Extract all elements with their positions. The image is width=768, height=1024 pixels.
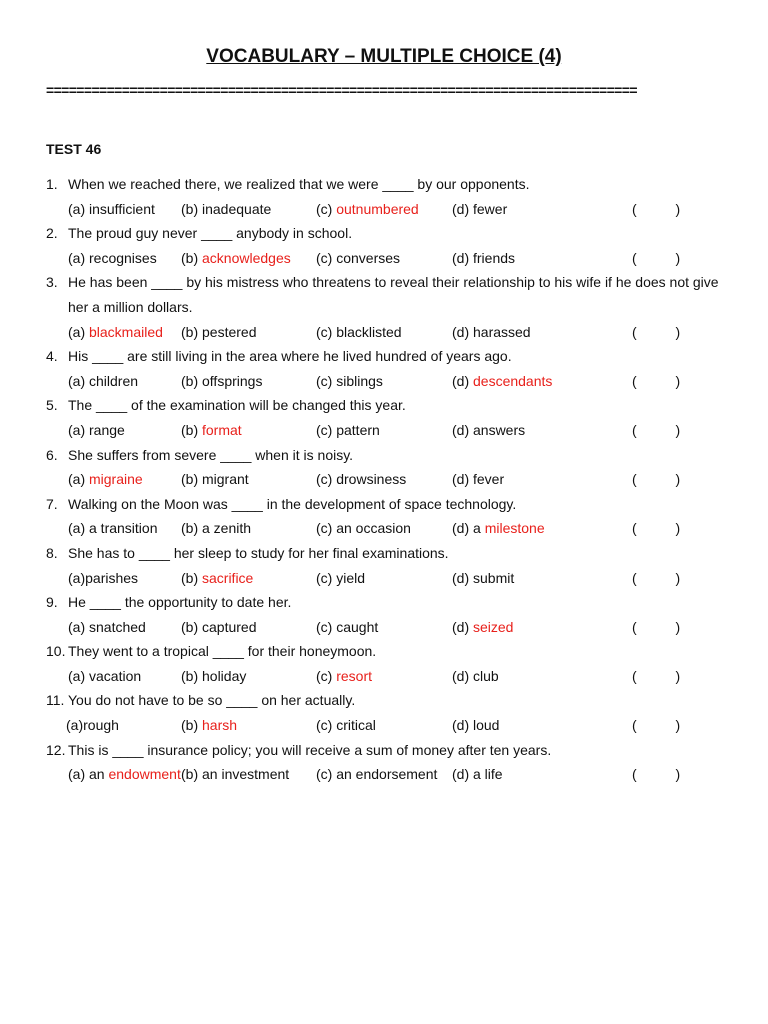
option-word: fever: [473, 471, 505, 488]
question-text-line: [0, 688, 768, 713]
question-text-continued: her a million dollars.: [68, 298, 193, 315]
correct-answer-word: migraine: [89, 471, 143, 488]
option-word: holiday: [202, 667, 247, 684]
page-title: VOCABULARY – MULTIPLE CHOICE (4): [206, 46, 562, 67]
correct-answer-word: harsh: [202, 717, 238, 734]
question-text: They went to a tropical ____ for their honeymoon.: [68, 643, 377, 660]
question-text-line: [0, 172, 768, 197]
option-label: (a): [68, 618, 89, 635]
option-label: (c): [316, 372, 337, 389]
option-word: migrant: [202, 471, 249, 488]
option-label: (d): [452, 667, 473, 684]
option-word: drowsiness: [336, 471, 407, 488]
question-number: 3.: [46, 274, 58, 291]
option-d: [452, 762, 503, 787]
option-word: a transition: [89, 520, 158, 537]
option-b: [181, 418, 242, 443]
correct-answer-word: descendants: [473, 372, 553, 389]
option-label: (d): [452, 569, 473, 586]
option-a: [68, 762, 181, 787]
option-a: [68, 516, 157, 541]
option-label: (c): [316, 200, 337, 217]
option-label: (b): [181, 667, 202, 684]
option-label: (d): [452, 471, 473, 488]
option-word: yield: [336, 569, 366, 586]
option-c: [316, 615, 378, 640]
answer-options: [0, 418, 768, 443]
option-label: (c): [316, 667, 337, 684]
option-label: (c): [316, 421, 337, 438]
option-label: (a): [68, 249, 89, 266]
option-word: rough: [83, 717, 119, 734]
option-word: a life: [473, 766, 503, 783]
option-d: [452, 320, 531, 345]
option-word: critical: [336, 717, 376, 734]
option-b: [181, 320, 256, 345]
answer-blank-parentheses: ( ): [632, 372, 681, 389]
option-c: [316, 467, 406, 492]
question-text-line: [0, 221, 768, 246]
answer-options: [0, 320, 768, 345]
correct-answer-word: endowment: [108, 766, 181, 783]
question-item: [0, 393, 768, 442]
option-word: insufficient: [89, 200, 155, 217]
answer-options: [0, 615, 768, 640]
option-label: (d): [452, 717, 473, 734]
question-number: 4.: [46, 348, 58, 365]
answer-blank-parentheses: ( ): [632, 421, 681, 438]
option-word: an occasion: [336, 520, 411, 537]
correct-answer-word: acknowledges: [202, 249, 291, 266]
option-word: an investment: [202, 766, 290, 783]
option-c: [316, 664, 372, 689]
answer-options: [0, 664, 768, 689]
option-d: [452, 615, 513, 640]
option-label: (d): [452, 249, 473, 266]
question-text-line: [0, 590, 768, 615]
option-label: (a) an: [68, 766, 109, 783]
answer-options: [0, 516, 768, 541]
answer-blank-parentheses: ( ): [632, 569, 681, 586]
option-label: (d): [452, 766, 473, 783]
option-label: (d): [452, 372, 473, 389]
answer-options: [0, 713, 768, 738]
option-c: [316, 418, 380, 443]
option-label: (b): [181, 200, 202, 217]
option-word: answers: [473, 421, 526, 438]
option-b: [181, 664, 246, 689]
answer-blank-parentheses: ( ): [632, 200, 681, 217]
option-b: [181, 713, 237, 738]
option-label: (b): [181, 323, 202, 340]
option-label: (b): [181, 372, 202, 389]
option-label: (a): [68, 200, 89, 217]
question-text: The proud guy never ____ anybody in school.: [68, 225, 353, 242]
question-text-line: [0, 344, 768, 369]
answer-options: [0, 467, 768, 492]
option-a: [68, 566, 138, 591]
question-item: [0, 221, 768, 270]
answer-blank-parentheses: ( ): [632, 766, 681, 783]
question-number: 5.: [46, 397, 58, 414]
question-number: 7.: [46, 495, 58, 512]
option-b: [181, 467, 249, 492]
option-a: [68, 467, 143, 492]
option-label: (d): [452, 200, 473, 217]
question-text-line: [0, 639, 768, 664]
question-item: [0, 443, 768, 492]
question-item: [0, 590, 768, 639]
option-a: [68, 246, 157, 271]
question-number: 1.: [46, 176, 58, 192]
option-c: [316, 369, 383, 394]
option-label: (a): [68, 667, 89, 684]
answer-blank-parentheses: ( ): [632, 471, 681, 488]
option-label: (c): [316, 569, 337, 586]
option-b: [181, 762, 289, 787]
option-label: (a): [66, 717, 84, 734]
question-text-line: [0, 393, 768, 418]
option-label: (a): [68, 569, 86, 586]
question-text-line: [0, 541, 768, 566]
option-word: siblings: [336, 372, 383, 389]
option-c: [316, 197, 419, 222]
answer-blank-parentheses: ( ): [632, 323, 681, 340]
question-number: 6.: [46, 446, 58, 463]
option-word: fewer: [473, 200, 508, 217]
option-word: captured: [202, 618, 257, 635]
separator-line: ==============================================================================: [46, 82, 637, 98]
option-label: (b): [181, 766, 202, 783]
question-number: 8.: [46, 544, 58, 561]
option-a: [68, 615, 146, 640]
option-b: [181, 246, 291, 271]
question-item: [0, 738, 768, 787]
option-label: (c): [316, 323, 337, 340]
option-c: [316, 320, 402, 345]
answer-blank-parentheses: ( ): [632, 618, 681, 635]
option-c: [316, 246, 400, 271]
question-number: 12.: [46, 741, 66, 758]
correct-answer-word: sacrifice: [202, 569, 254, 586]
correct-answer-word: resort: [336, 667, 373, 684]
option-b: [181, 516, 251, 541]
option-word: vacation: [89, 667, 142, 684]
option-d: [452, 369, 552, 394]
option-d: [452, 566, 514, 591]
option-label: (a): [68, 520, 89, 537]
question-text-line: [0, 492, 768, 517]
question-text: This is ____ insurance policy; you will receive a sum of money after ten years.: [68, 741, 552, 758]
option-label: (d): [452, 323, 473, 340]
option-word: pattern: [336, 421, 380, 438]
correct-answer-word: milestone: [484, 520, 545, 537]
option-label: (d): [452, 421, 473, 438]
test-label: TEST 46: [46, 141, 102, 157]
question-item: [0, 688, 768, 737]
option-d: [452, 664, 499, 689]
option-word: club: [473, 667, 499, 684]
correct-answer-word: format: [202, 421, 242, 438]
option-word: snatched: [89, 618, 146, 635]
option-c: [316, 713, 376, 738]
option-word: children: [89, 372, 139, 389]
option-d: [452, 516, 545, 541]
question-text: He ____ the opportunity to date her.: [68, 594, 292, 611]
option-word: caught: [336, 618, 379, 635]
option-label: (c): [316, 471, 337, 488]
answer-options: [0, 566, 768, 591]
question-list: [0, 172, 768, 787]
option-word: inadequate: [202, 200, 272, 217]
question-item: [0, 270, 768, 344]
question-text: He has been ____ by his mistress who threatens to reveal their relationship to his wife if he does not give: [68, 274, 719, 291]
correct-answer-word: blackmailed: [89, 323, 163, 340]
option-label: (c): [316, 618, 337, 635]
option-label: (b): [181, 520, 202, 537]
answer-options: [0, 246, 768, 271]
correct-answer-word: outnumbered: [336, 200, 419, 217]
option-b: [181, 566, 253, 591]
option-word: converses: [336, 249, 401, 266]
question-text: His ____ are still living in the area where he lived hundred of years ago.: [68, 348, 512, 365]
option-label: (b): [181, 421, 202, 438]
correct-answer-word: seized: [473, 618, 514, 635]
option-label: (c): [316, 766, 337, 783]
question-item: [0, 172, 768, 221]
option-c: [316, 762, 437, 787]
question-item: [0, 639, 768, 688]
option-label: (c): [316, 520, 337, 537]
option-word: offsprings: [202, 372, 263, 389]
option-label: (a): [68, 471, 89, 488]
option-d: [452, 246, 515, 271]
option-label: (b): [181, 471, 202, 488]
option-label: (d): [452, 618, 473, 635]
answer-blank-parentheses: ( ): [632, 667, 681, 684]
question-text: When we reached there, we realized that we were ____ by our opponents.: [68, 176, 530, 192]
option-a: [68, 664, 141, 689]
option-word: parishes: [85, 569, 139, 586]
question-text: She suffers from severe ____ when it is noisy.: [68, 446, 354, 463]
option-label: (b): [181, 569, 202, 586]
question-text-line: [0, 738, 768, 763]
option-d: [452, 467, 504, 492]
answer-options: [0, 369, 768, 394]
option-c: [316, 516, 411, 541]
answer-options: [0, 762, 768, 787]
option-label: (b): [181, 249, 202, 266]
question-item: [0, 344, 768, 393]
question-item: [0, 541, 768, 590]
option-label: (c): [316, 717, 337, 734]
question-text-line: [0, 270, 768, 295]
option-label: (b): [181, 618, 202, 635]
option-word: harassed: [473, 323, 531, 340]
question-number: 11.: [46, 692, 65, 709]
option-word: blacklisted: [336, 323, 402, 340]
question-number: 10.: [46, 643, 66, 660]
option-a: [68, 369, 138, 394]
question-number: 2.: [46, 225, 58, 242]
option-label: (c): [316, 249, 337, 266]
answer-blank-parentheses: ( ): [632, 717, 681, 734]
option-a: [68, 197, 155, 222]
option-label: (a): [68, 323, 89, 340]
option-a: [68, 418, 125, 443]
question-number: 9.: [46, 594, 58, 611]
option-label: (b): [181, 717, 202, 734]
option-b: [181, 369, 262, 394]
option-label: (d) a: [452, 520, 485, 537]
option-word: range: [89, 421, 125, 438]
option-word: an endorsement: [336, 766, 438, 783]
option-word: loud: [473, 717, 500, 734]
option-label: (a): [68, 421, 89, 438]
question-text: She has to ____ her sleep to study for her final examinations.: [68, 544, 449, 561]
question-text-line: [0, 443, 768, 468]
option-b: [181, 615, 256, 640]
option-d: [452, 713, 499, 738]
option-b: [181, 197, 271, 222]
option-word: a zenith: [202, 520, 252, 537]
answer-blank-parentheses: ( ): [632, 249, 681, 266]
option-label: (a): [68, 372, 89, 389]
question-text: The ____ of the examination will be changed this year.: [68, 397, 406, 414]
answer-options: [0, 197, 768, 222]
question-text: You do not have to be so ____ on her actually.: [68, 692, 356, 709]
option-d: [452, 418, 525, 443]
option-word: submit: [473, 569, 515, 586]
option-a: [66, 713, 119, 738]
option-d: [452, 197, 507, 222]
option-c: [316, 566, 365, 591]
option-word: friends: [473, 249, 516, 266]
option-word: recognises: [89, 249, 157, 266]
question-item: [0, 492, 768, 541]
answer-blank-parentheses: ( ): [632, 520, 681, 537]
question-text: Walking on the Moon was ____ in the development of space technology.: [68, 495, 517, 512]
option-a: [68, 320, 163, 345]
option-word: pestered: [202, 323, 257, 340]
